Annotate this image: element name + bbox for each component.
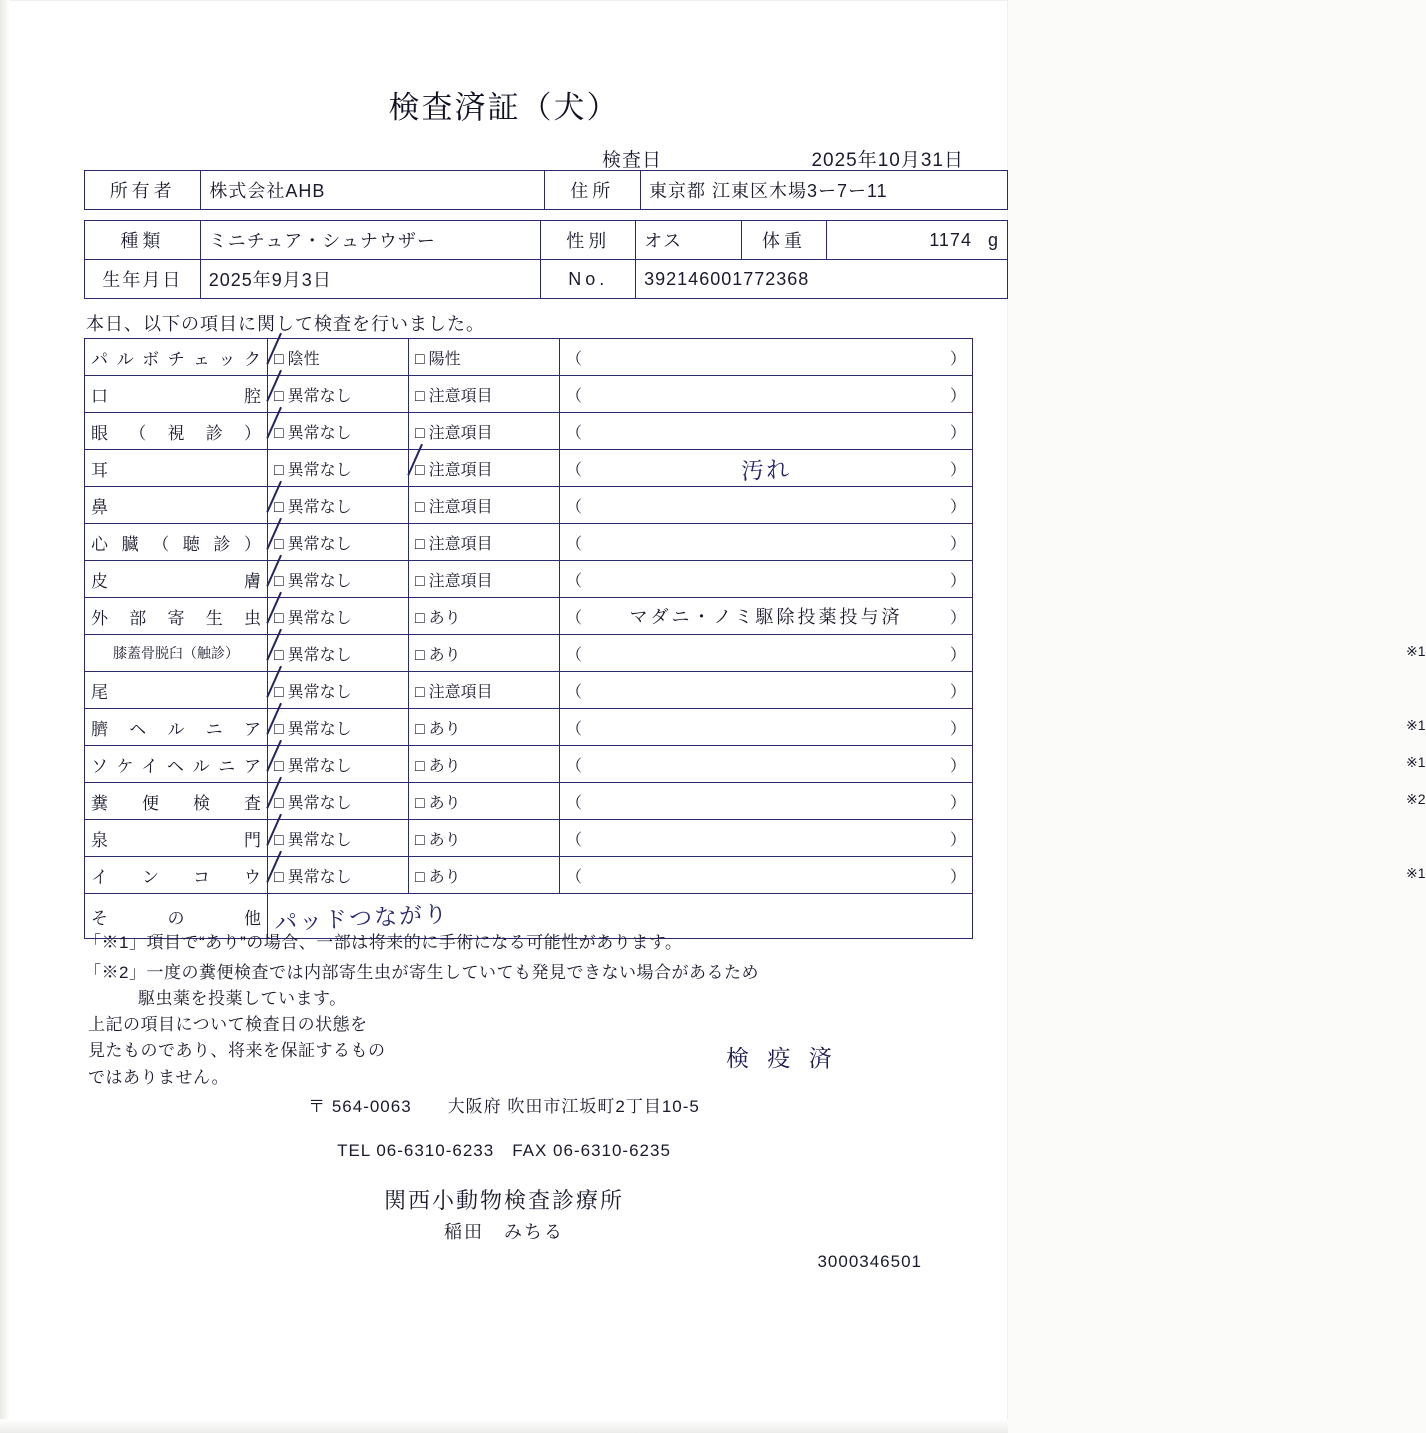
item-label: 膝蓋骨脱臼（触診）	[85, 635, 268, 672]
asterisk-marker: ※1	[1406, 643, 1426, 659]
table-row	[85, 376, 973, 413]
item-label: 泉門	[85, 820, 268, 857]
owner-table	[84, 170, 1008, 210]
paren-open: （	[566, 794, 583, 812]
option-label: 異常なし	[287, 572, 352, 590]
item-option-2[interactable]	[409, 524, 560, 561]
option-label: あり	[428, 609, 461, 627]
option-label: 異常なし	[287, 794, 352, 812]
item-option-1[interactable]	[268, 598, 409, 635]
checkbox-icon[interactable]: □	[274, 646, 284, 664]
item-remarks[interactable]	[560, 857, 1426, 894]
item-remarks[interactable]	[560, 635, 1426, 672]
checkbox-icon[interactable]: □	[415, 646, 425, 664]
paren-close: ）	[949, 868, 966, 886]
option-label: 注意項目	[428, 683, 493, 701]
item-option-1[interactable]	[268, 339, 409, 376]
sex-label: 性別	[541, 221, 636, 260]
table-row	[85, 524, 973, 561]
item-label: パルボチェック	[85, 339, 268, 376]
paren-close: ）	[949, 831, 966, 849]
option-label: 異常なし	[287, 683, 352, 701]
paren-open: （	[566, 424, 583, 442]
item-option-1[interactable]	[268, 376, 409, 413]
footnote-3: 駆虫薬を投薬しています。	[138, 989, 347, 1008]
doctor-name: 稲田 みちる	[444, 1222, 564, 1242]
item-option-1[interactable]	[268, 672, 409, 709]
owner-value: 株式会社AHB	[201, 171, 544, 210]
table-row	[85, 746, 973, 783]
item-option-1[interactable]	[268, 524, 409, 561]
item-option-2[interactable]	[409, 783, 560, 820]
option-label: 異常なし	[287, 387, 352, 405]
checkbox-icon[interactable]: □	[415, 794, 425, 812]
paren-close: ）	[949, 387, 966, 405]
option-label: あり	[428, 646, 461, 664]
item-option-1[interactable]	[268, 783, 409, 820]
checkbox-icon[interactable]: □	[274, 535, 284, 553]
checkbox-icon[interactable]: □	[415, 868, 425, 886]
item-label: 鼻	[85, 487, 268, 524]
item-option-2[interactable]	[409, 487, 560, 524]
table-row	[85, 413, 973, 450]
paren-close: ）	[949, 572, 966, 590]
paren-close: ）	[949, 720, 966, 738]
option-label: あり	[428, 794, 461, 812]
table-row	[85, 672, 973, 709]
item-option-2[interactable]	[409, 857, 560, 894]
serial-number: 3000346501	[817, 1252, 922, 1271]
no-value: 392146001772368	[636, 260, 1008, 299]
checkbox-icon[interactable]: □	[274, 831, 284, 849]
item-remarks[interactable]	[560, 709, 1426, 746]
statement-line-1: 上記の項目について検査日の状態を	[88, 1015, 368, 1034]
item-remarks[interactable]	[560, 339, 973, 376]
item-option-2[interactable]	[409, 746, 560, 783]
table-row	[85, 487, 973, 524]
item-remarks[interactable]	[560, 376, 973, 413]
remarks-text: マダニ・ノミ駆除投薬投与済	[629, 607, 903, 627]
item-option-1[interactable]	[268, 635, 409, 672]
birth-value: 2025年9月3日	[200, 260, 541, 299]
paren-close: ）	[949, 350, 966, 368]
table-row	[85, 450, 973, 487]
checkbox-icon[interactable]: □	[415, 572, 425, 590]
paren-close: ）	[949, 535, 966, 553]
item-option-2[interactable]	[409, 450, 560, 487]
item-option-1[interactable]	[268, 413, 409, 450]
weight-label: 体重	[741, 221, 826, 260]
exam-date-label: 検査日	[601, 150, 662, 171]
weight-number: 1174	[929, 229, 972, 250]
item-label: 口腔	[85, 376, 268, 413]
item-label: インコウ	[85, 857, 268, 894]
owner-label: 所有者	[85, 171, 201, 210]
checkbox-icon[interactable]: □	[415, 350, 425, 368]
table-row	[85, 260, 1008, 299]
checkbox-icon[interactable]: □	[415, 609, 425, 627]
checkbox-icon[interactable]: □	[415, 535, 425, 553]
checkbox-icon[interactable]: □	[274, 757, 284, 775]
item-label: 皮膚	[85, 561, 268, 598]
paren-open: （	[566, 646, 583, 664]
weight-unit: g	[987, 229, 999, 250]
scan-edge-bottom	[0, 1419, 1008, 1433]
table-row	[85, 820, 973, 857]
paren-open: （	[566, 868, 583, 886]
option-label: 陽性	[428, 350, 461, 368]
item-label: 心臓（聴診）	[85, 524, 268, 561]
other-value[interactable]: パッドつながり	[268, 894, 973, 939]
item-remarks[interactable]	[560, 487, 973, 524]
checkbox-icon[interactable]: □	[274, 387, 284, 405]
item-option-2[interactable]	[409, 413, 560, 450]
item-option-2[interactable]	[409, 598, 560, 635]
checkbox-icon[interactable]: □	[274, 868, 284, 886]
other-label: その他	[85, 894, 268, 939]
breed-label: 種類	[85, 221, 201, 260]
item-option-1[interactable]	[268, 820, 409, 857]
item-option-2[interactable]	[409, 635, 560, 672]
checkbox-icon[interactable]: □	[274, 498, 284, 516]
item-option-1[interactable]	[268, 857, 409, 894]
paren-open: （	[566, 387, 583, 405]
quarantine-stamp: 検 疫 済	[726, 1045, 838, 1071]
paren-close: ）	[949, 646, 966, 664]
checkbox-icon[interactable]: □	[274, 350, 284, 368]
paren-close: ）	[949, 683, 966, 701]
item-label: 耳	[85, 450, 268, 487]
paren-open: （	[566, 609, 583, 627]
option-label: 異常なし	[287, 609, 352, 627]
birth-label: 生年月日	[85, 260, 201, 299]
option-label: 異常なし	[287, 646, 352, 664]
footnote-1: 「※1」項目で“あり”の場合、一部は将来的に手術になる可能性があります。	[84, 933, 683, 952]
item-remarks[interactable]	[560, 561, 973, 598]
item-option-1[interactable]	[268, 450, 409, 487]
paren-close: ）	[949, 757, 966, 775]
checkbox-icon[interactable]: □	[415, 683, 425, 701]
sex-value: オス	[636, 221, 742, 260]
checkbox-icon[interactable]: □	[274, 683, 284, 701]
clinic-name: 関西小動物検査診療所	[383, 1188, 624, 1213]
item-remarks[interactable]	[560, 450, 973, 487]
table-row	[85, 339, 973, 376]
checkbox-icon[interactable]: □	[274, 461, 284, 479]
option-label: 異常なし	[287, 757, 352, 775]
item-remarks[interactable]	[560, 820, 973, 857]
option-label: 注意項目	[428, 572, 493, 590]
asterisk-marker: ※2	[1406, 791, 1426, 807]
table-row	[85, 221, 1008, 260]
checkbox-icon[interactable]: □	[274, 609, 284, 627]
clinic-contact: TEL 06-6310-6233 FAX 06-6310-6235	[337, 1141, 671, 1160]
option-label: あり	[428, 757, 461, 775]
asterisk-marker: ※1	[1406, 754, 1426, 770]
option-label: あり	[428, 831, 461, 849]
option-label: あり	[428, 868, 461, 886]
option-label: 異常なし	[287, 535, 352, 553]
table-row	[85, 171, 1008, 210]
inspection-items-table	[84, 338, 1426, 939]
address-value: 東京都 江東区木場3ー7ー11	[640, 171, 1007, 210]
option-label: 異常なし	[287, 424, 352, 442]
item-remarks[interactable]	[560, 413, 973, 450]
paren-open: （	[566, 831, 583, 849]
remarks-text: 汚れ	[740, 456, 792, 485]
checkbox-icon[interactable]: □	[415, 498, 425, 516]
exam-date-row	[84, 145, 964, 172]
checkbox-icon[interactable]: □	[415, 461, 425, 479]
table-row	[85, 635, 973, 672]
item-option-2[interactable]	[409, 376, 560, 413]
item-label: 外部寄生虫	[85, 598, 268, 635]
option-label: 陰性	[287, 350, 320, 368]
checkbox-icon[interactable]: □	[415, 720, 425, 738]
intro-text: 本日、以下の項目に関して検査を行いました。	[86, 314, 485, 334]
option-label: 異常なし	[287, 868, 352, 886]
option-label: 注意項目	[428, 424, 493, 442]
paren-open: （	[566, 498, 583, 516]
item-remarks[interactable]	[560, 783, 1426, 820]
option-label: 注意項目	[428, 498, 493, 516]
paren-close: ）	[949, 609, 966, 627]
item-label: 眼（視診）	[85, 413, 268, 450]
checkbox-icon[interactable]: □	[415, 424, 425, 442]
asterisk-marker: ※1	[1406, 717, 1426, 733]
checkbox-icon[interactable]: □	[415, 757, 425, 775]
item-remarks[interactable]	[560, 672, 973, 709]
option-label: 注意項目	[428, 387, 493, 405]
item-option-2[interactable]	[409, 339, 560, 376]
paren-open: （	[566, 572, 583, 590]
option-label: 注意項目	[428, 535, 493, 553]
checkbox-icon[interactable]: □	[274, 720, 284, 738]
paren-open: （	[566, 757, 583, 775]
item-option-2[interactable]	[409, 561, 560, 598]
checkbox-icon[interactable]: □	[274, 572, 284, 590]
paren-open: （	[566, 461, 583, 479]
paren-open: （	[566, 350, 583, 368]
item-remarks[interactable]	[560, 598, 973, 635]
table-row	[85, 783, 973, 820]
table-row	[85, 709, 973, 746]
item-option-2[interactable]	[409, 820, 560, 857]
paren-open: （	[566, 720, 583, 738]
paren-close: ）	[949, 498, 966, 516]
page-title: 検査済証（犬）	[388, 90, 620, 125]
item-remarks[interactable]	[560, 746, 1426, 783]
exam-date-value: 2025年10月31日	[811, 150, 964, 171]
item-option-1[interactable]	[268, 561, 409, 598]
asterisk-marker: ※1	[1406, 865, 1426, 881]
table-row	[85, 561, 973, 598]
checkbox-icon[interactable]: □	[415, 387, 425, 405]
checkbox-icon[interactable]: □	[415, 831, 425, 849]
paren-open: （	[566, 535, 583, 553]
option-label: あり	[428, 720, 461, 738]
item-option-1[interactable]	[268, 746, 409, 783]
table-row	[85, 598, 973, 635]
item-label: 糞便検査	[85, 783, 268, 820]
checkbox-icon[interactable]: □	[274, 794, 284, 812]
statement-block	[88, 1012, 386, 1091]
footnote-2: 「※2」一度の糞便検査では内部寄生虫が寄生していても発見できない場合があるため	[84, 963, 759, 982]
address-label: 住所	[544, 171, 640, 210]
pet-info-table	[84, 220, 1008, 299]
item-label: 尾	[85, 672, 268, 709]
option-label: 異常なし	[287, 720, 352, 738]
item-label: 臍ヘルニア	[85, 709, 268, 746]
table-row	[85, 857, 973, 894]
clinic-postal-address: 〒 564-0063 大阪府 吹田市江坂町2丁目10-5	[308, 1097, 700, 1116]
item-option-1[interactable]	[268, 487, 409, 524]
option-label: 異常なし	[287, 831, 352, 849]
item-option-2[interactable]	[409, 672, 560, 709]
no-label: No.	[541, 260, 636, 299]
paren-close: ）	[949, 461, 966, 479]
option-label: 異常なし	[287, 461, 352, 479]
option-label: 注意項目	[428, 461, 493, 479]
item-label: ソケイヘルニア	[85, 746, 268, 783]
item-option-1[interactable]	[268, 709, 409, 746]
weight-value	[827, 221, 1008, 260]
breed-value: ミニチュア・シュナウザー	[200, 221, 541, 260]
checkbox-icon[interactable]: □	[274, 424, 284, 442]
option-label: 異常なし	[287, 498, 352, 516]
item-option-2[interactable]	[409, 709, 560, 746]
paren-open: （	[566, 683, 583, 701]
item-remarks[interactable]	[560, 524, 973, 561]
paren-close: ）	[949, 794, 966, 812]
statement-line-2: 見たものであり、将来を保証するもの	[88, 1041, 386, 1061]
statement-line-3: ではありません。	[88, 1067, 230, 1087]
paren-close: ）	[949, 424, 966, 442]
